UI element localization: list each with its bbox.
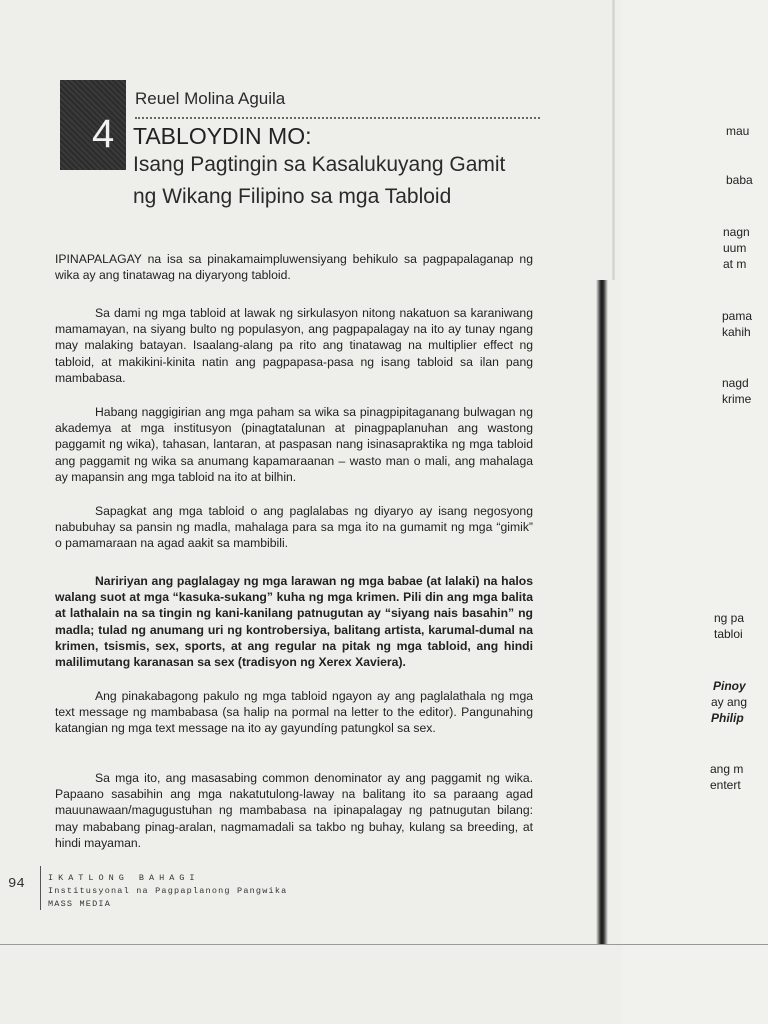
footer-divider (40, 866, 41, 910)
facing-fragment: krime (722, 392, 752, 406)
facing-fragment: pama (722, 309, 753, 323)
paragraph-7: Sa mga ito, ang masasabing common denominator ay ang paggamit ng wika. Papaano sasabihin ang mga nakatutulong-laway na balitang ito sa paraang agad mauunawaan/magugustuhan ng mambabasa na ipinapalagay ng patnugutan bilang: may mababang pinag-aralan, nagmamadali sa takbo ng buhay, kulang sa breeding, at hindi mayaman. (55, 771, 533, 850)
paragraph-4: Sapagkat ang mga tabloid o ang paglalabas ng diyaryo ay isang negosyong nabubuhay sa pansin ng madla, mahalaga para sa mga ito na gumamit ng mga “gimik” o pamamaraan na agad aakit sa mambibili. (55, 504, 533, 551)
paragraph-5: Naririyan ang paglalagay ng mga larawan ng mga babae (at lalaki) na halos walang suot at mga “kasuka-sukang” kuha ng mga krimen. Pili din ang mga balita at lathalain na sa tingin ng kani-kanilang patnugutan ay “siyang nais basahin” ng madla; tulad ng anumang uri ng kontrobersiya, balitang artista, karumal-dumal na krimen, tsismis, sex, sports, at ang regular na pitak ng mga tabloid, ang hindi malilimutang karanasan sa sex (tradisyon ng Xerex Xaviera). (55, 574, 533, 670)
facing-fragment: nagn (723, 225, 750, 239)
facing-fragment: kahih (722, 325, 751, 339)
facing-fragment: ang m (710, 762, 744, 776)
paragraph-3: Habang naggigirian ang mga paham sa wika sa pinagpipitaganang bulwagan ng akademya at mga institusyon (pinagtatalunan at pinagpaplanuhan ang wastong paggamit ng wika), tahasan, lantaran, at paspasan nang isinasapraktika ng mga tabloid ang paggamit ng wika sa anumang kapamaraanan – wasto man o mali, ang mahalaga ay mapansin ang mga tabloid na ito at bilhin. (55, 405, 533, 484)
gutter-shadow-top (612, 0, 615, 280)
facing-fragment: ng pa (714, 611, 745, 625)
chapter-number: 4 (92, 112, 115, 156)
facing-page (622, 0, 768, 1024)
author-name: Reuel Molina Aguila (135, 89, 286, 108)
footer-line-2: Institusyonal na Pagpaplanong Pangwika (48, 886, 288, 896)
paragraph-2: Sa dami ng mga tabloid at lawak ng sirkulasyon nitong nakatuon sa karaniwang mamamayan, na siyang bulto ng populasyon, ang pagpapalagay na ito ay tunay ngang may malaking batayan. Isaalang-alang pa rito ang tinatawag na multiplier effect ng tabloid, at makikini-kinita natin ang pagpapasa-pasa ng isang tabloid sa ilan pang mambabasa. (55, 306, 533, 385)
facing-fragment: tabloi (714, 627, 743, 641)
chapter-subtitle-line-1: Isang Pagtingin sa Kasalukuyang Gamit (133, 153, 506, 176)
facing-fragment: Philip (711, 711, 744, 725)
chapter-title: TABLOYDIN MO: (133, 123, 312, 149)
facing-fragment: baba (726, 173, 753, 187)
footer-section: IKATLONG BAHAGI (48, 873, 200, 883)
page-number: 94 (8, 876, 25, 892)
paragraph-1: IPINAPALAGAY na isa sa pinakamaimpluwensiyang behikulo sa pagpapalaganap ng wika ay ang tinatawag na diyaryong tabloid. (55, 252, 533, 283)
facing-fragment: mau (726, 124, 750, 138)
footer-line-3: MASS MEDIA (48, 899, 112, 909)
dotted-rule (135, 117, 540, 119)
facing-fragment: at m (723, 257, 747, 271)
facing-fragment: ay ang (711, 695, 748, 709)
chapter-subtitle-line-2: ng Wikang Filipino sa mga Tabloid (133, 185, 452, 208)
facing-fragment: uum (723, 241, 747, 255)
facing-fragment: entert (710, 778, 741, 792)
facing-fragment: Pinoy (713, 679, 746, 693)
paragraph-6: Ang pinakabagong pakulo ng mga tabloid ngayon ay ang paglalathala ng mga text message ng mambabasa (sa halip na pormal na letter to the editor). Pangunahing katangian ng mga text message na ito ay gayundíng patungkol sa sex. (55, 689, 533, 736)
facing-fragment: nagd (722, 376, 749, 390)
page-bottom-rule (0, 944, 768, 945)
book-gutter (596, 280, 608, 945)
